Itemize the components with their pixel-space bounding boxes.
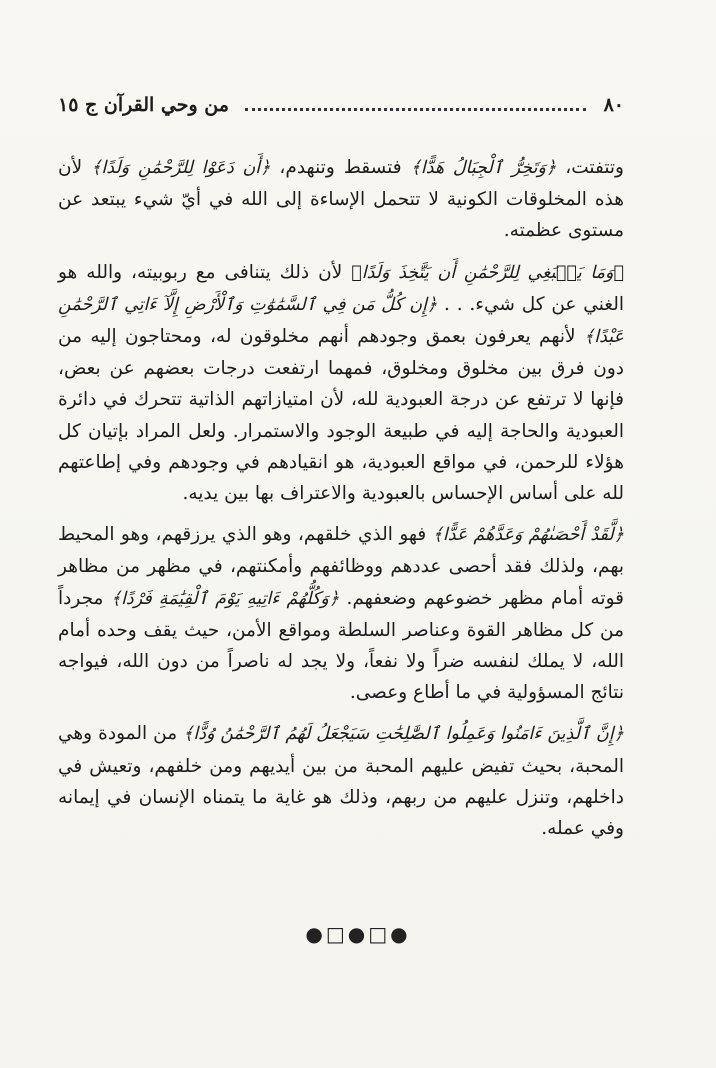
quran-verse: ﴿وَكُلُّهُمْ ءَاتِيهِ يَوْمَ ٱلْقِيَٰمَةِ فَرْدًا﴾ bbox=[110, 588, 340, 609]
quran-verse: ﴿وَمَا يَنۢبَغِي لِلرَّحْمَٰنِ أَن يَتَّخِذَ وَلَدًا﴾ bbox=[351, 262, 624, 283]
commentary-text: لأن ذلك يتنافى مع ربوبيته، والله هو الغني عن كل شيء. . . bbox=[58, 261, 624, 315]
commentary-text: لأن هذه المخلوقات الكونية لا تتحمل الإساءة إلى الله في أيّ شيء يبتعد عن مستوى عظمته. bbox=[58, 157, 624, 242]
commentary-text: وتتفتت، bbox=[556, 157, 624, 178]
commentary-text: فهو الذي خلقهم، وهو الذي يرزقهم، وهو المحيط بهم، ولذلك فقد أحصى عددهم ووظائفهم وأمكنتهم، في مظهر من مظاهر قوته أمام مظهر خضوعهم وضعفهم. bbox=[58, 524, 624, 609]
paragraph bbox=[58, 718, 624, 844]
paragraph bbox=[58, 257, 624, 510]
header-dot-leader bbox=[245, 108, 586, 111]
commentary-text: لأنهم يعرفون بعمق وجودهم أنهم مخلوقون له، ومحتاجون إليه من دون فرق بين مخلوق ومخلوق، فمهما ارتفعت درجات بعضهم عن بعض، فإنها لا ترتفع عن درجة العبودية لله، لأن امتيازاتهم الذاتية تتحرك في دائرة العبودية والحاجة إليه في طبيعة الوجود والاستمرار. ولعل المراد بإتيان كل هؤلاء للرحمن، في مواقع العبودية، هو انقيادهم في وجودهم وفي إطاعتهم لله على أساس الإحساس بالعبودية والاعتراف بها بين يديه. bbox=[58, 326, 624, 505]
paragraph bbox=[58, 152, 624, 247]
quran-verse: ﴿لَّقَدْ أَحْصَىٰهُمْ وَعَدَّهُمْ عَدًّا﴾ bbox=[432, 525, 624, 546]
quran-verse: ﴿أَن دَعَوْا لِلرَّحْمَٰنِ وَلَدًا﴾ bbox=[91, 158, 271, 178]
body-text bbox=[58, 152, 624, 854]
running-title: من وحي القرآن ج ١٥ bbox=[58, 94, 229, 116]
quran-verse: ﴿إِنَّ ٱلَّذِينَ ءَامَنُوا وَعَمِلُوا ٱلصَّٰلِحَٰتِ سَيَجْعَلُ لَهُمُ ٱلرَّحْمَٰنُ وُدًّا﴾ bbox=[183, 724, 624, 745]
commentary-text: مجرداً من كل مظاهر القوة وعناصر السلطة ومواقع الأمن، حيث يقف وحده أمام الله، لا يملك لنفسه ضراً ولا نفعاً، ولا يجد له ناصراً من دون الله، فيواجه نتائج المسؤولية في ما أطاع وعصى. bbox=[58, 587, 624, 704]
paragraph bbox=[58, 519, 624, 708]
commentary-text: من المودة وهي المحبة، بحيث تفيض عليهم المحبة من بين أيديهم ومن خلفهم، وتعيش في داخلهم، وتنزل عليهم من ربهم، وذلك هو غاية ما يتمناه الإنسان في إيمانه وفي عمله. bbox=[58, 723, 624, 840]
quran-verse: ﴿وَتَخِرُّ ٱلْجِبَالُ هَدًّا﴾ bbox=[410, 158, 557, 178]
running-header bbox=[58, 90, 624, 120]
commentary-text: فتسقط وتنهدم، bbox=[270, 157, 411, 178]
quran-verse: ﴿إِن كُلُّ مَن فِي ٱلسَّمَٰوَٰتِ وَٱلْأَرْضِ إِلَّآ ءَاتِي ٱلرَّحْمَٰنِ عَبْدًا﴾ bbox=[58, 294, 624, 348]
section-end-ornament: ●□●□● bbox=[305, 922, 411, 946]
page-number: ٨٠ bbox=[603, 94, 624, 116]
